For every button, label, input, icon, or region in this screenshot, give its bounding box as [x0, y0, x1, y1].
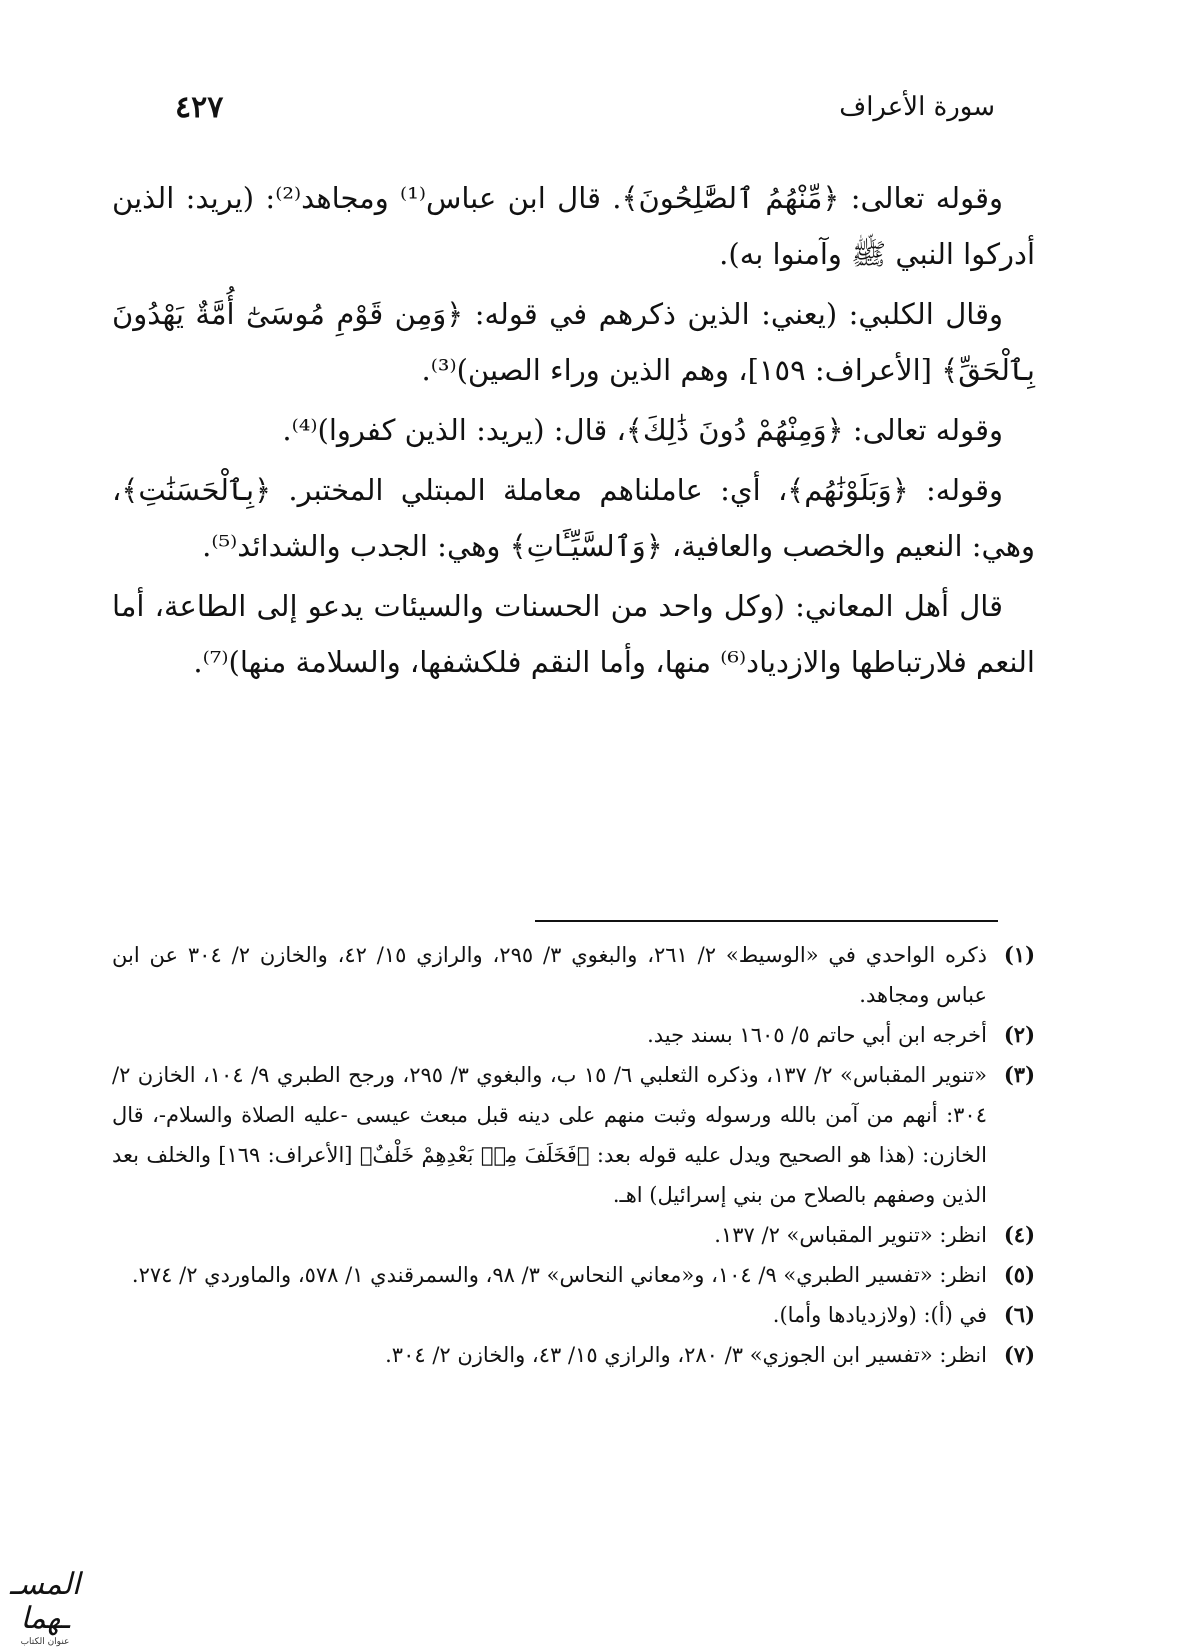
paragraph: وقوله تعالى: ﴿مِّنْهُمُ ٱلصَّٰلِحُونَ﴾. قال ابن عباس⁽¹⁾ ومجاهد⁽²⁾: (يريد: الذين أدركوا النبي ﷺ وآمنوا به). [112, 181, 1035, 271]
main-text [112, 170, 1035, 694]
footnote-text: انظر: «تفسير الطبري» ٩/ ١٠٤، و«معاني النحاس» ٣/ ٩٨، والسمرقندي ١/ ٥٧٨، والماوردي ٢/ ٢٧٤. [131, 1263, 987, 1287]
footnote-text: «تنوير المقباس» ٢/ ١٣٧، وذكره الثعلبي ٦/ ١٥ ب، والبغوي ٣/ ٢٩٥، ورجح الطبري ٩/ ١٠٤، الخازن ٢/ ٣٠٤: أنهم من آمن بالله ورسوله وثبت منهم على دينه قبل مبعث عيسى -عليه الصلاة والسلام-، قال الخازن: (هذا هو الصحيح ويدل عليه قوله بعد: ﴿فَخَلَفَ مِنۢ بَعْدِهِمْ خَلْفٌ﴾ [الأعراف: ١٦٩] والخلف بعد الذين وصفهم بالصلاح من بني إسرائيل) اهـ. [112, 1063, 987, 1207]
footnote [112, 1335, 1035, 1375]
footnote-number: (٤) [1003, 1222, 1035, 1247]
page-header [175, 88, 995, 138]
footnote [112, 1215, 1035, 1255]
footnote-separator [535, 920, 998, 922]
footnote-text: ذكره الواحدي في «الوسيط» ٢/ ٢٦١، والبغوي ٣/ ٢٩٥، والرازي ١٥/ ٤٢، والخازن ٢/ ٣٠٤ عن ابن عباس ومجاهد. [112, 943, 987, 1007]
footnote [112, 935, 1035, 1015]
footnote-number: (١) [1003, 942, 1035, 967]
library-stamp-logo [6, 1567, 84, 1647]
footnote [112, 1255, 1035, 1295]
stamp-text: المسـ ـهما [9, 1567, 81, 1636]
paragraph: قال أهل المعاني: (وكل واحد من الحسنات والسيئات يدعو إلى الطاعة، أما النعم فلارتباطها والازدياد⁽⁶⁾ منها، وأما النقم فلكشفها، والسلامة منها)⁽⁷⁾. [112, 589, 1035, 679]
footnotes [112, 935, 1035, 1375]
footnote-number: (٦) [1003, 1302, 1035, 1327]
footnote-number: (٢) [1003, 1022, 1035, 1047]
footnote [112, 1295, 1035, 1335]
footnote-text: في (أ): (ولازديادها وأما). [772, 1303, 987, 1327]
footnote-text: انظر: «تنوير المقباس» ٢/ ١٣٧. [714, 1223, 987, 1247]
footnote-number: (٥) [1003, 1262, 1035, 1287]
footnote [112, 1015, 1035, 1055]
page-number: ٤٢٧ [175, 90, 224, 125]
footnote-text: أخرجه ابن أبي حاتم ٥/ ١٦٠٥ بسند جيد. [647, 1023, 987, 1047]
footnote-text: انظر: «تفسير ابن الجوزي» ٣/ ٢٨٠، والرازي ١٥/ ٤٣، والخازن ٢/ ٣٠٤. [385, 1343, 987, 1367]
footnote [112, 1055, 1035, 1215]
surah-title: سورة الأعراف [839, 92, 995, 122]
paragraph: وقوله: ﴿وَبَلَوْنَٰهُم﴾، أي: عاملناهم معاملة المبتلي المختبر. ﴿بِٱلْحَسَنَٰتِ﴾، وهي: النعيم والخصب والعافية، ﴿وَٱلسَّيِّـَٔاتِ﴾ وهي: الجدب والشدائد⁽⁵⁾. [112, 473, 1035, 563]
paragraph: وقال الكلبي: (يعني: الذين ذكرهم في قوله: ﴿وَمِن قَوْمِ مُوسَىٰٓ أُمَّةٌ يَهْدُونَ بِٱلْحَقِّ﴾ [الأعراف: ١٥٩]، وهم الذين وراء الصين)⁽³⁾. [112, 297, 1035, 387]
paragraph: وقوله تعالى: ﴿وَمِنْهُمْ دُونَ ذَٰلِكَ﴾، قال: (يريد: الذين كفروا)⁽⁴⁾. [282, 413, 1003, 447]
stamp-subtext: عنوان الكتاب [20, 1637, 70, 1647]
footnote-number: (٧) [1003, 1342, 1035, 1367]
footnote-number: (٣) [1003, 1062, 1035, 1087]
